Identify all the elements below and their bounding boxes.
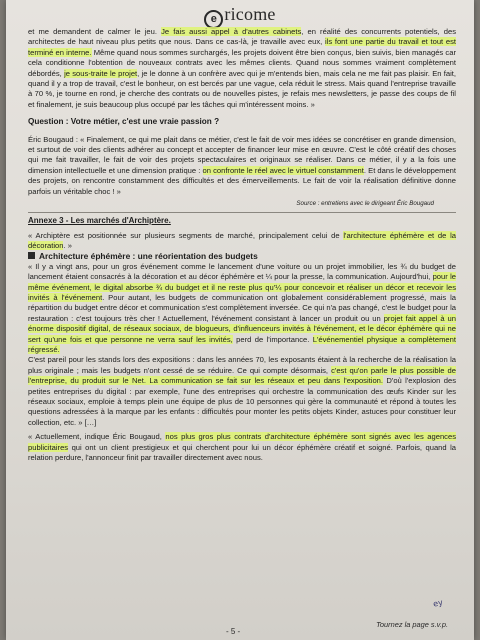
text-span: , en réalité des concurrents potentiels, des architectes de haut niveau plus petits que nous. Dans ce cas-là, je travaille avec eux, — [28, 27, 456, 47]
square-bullet-icon — [28, 252, 35, 259]
interview-answer-paragraph — [28, 27, 456, 110]
text-span: et me demandent de calmer le jeu. — [28, 27, 162, 36]
annex-intro — [28, 231, 456, 252]
text-span: « Archiptère est positionnée sur plusieurs segments de marché, principalement celui de — [28, 230, 344, 240]
document-content — [28, 27, 456, 463]
logo-mark-icon: e — [204, 10, 223, 29]
ecricome-logo — [6, 4, 474, 29]
highlighted-text: nos plus gros plus contrats d'architecture éphémère sont signés avec les agences publicitaires — [28, 432, 456, 452]
text-span: C'est pareil pour les stands lors des expositions : dans les années 70, les exposants étaient à la recherche de la réalisation la plus originale ; mais les budgets n'ont cessé de se réduire. Ce qui compte désormais, — [28, 355, 456, 375]
annex-paragraph — [28, 432, 456, 463]
text-span: Éric Bougaud : « Finalement, ce qui me plait dans ce métier, c'est le fait de voir mes idées se concrétiser en grande dimension, et surtout de voir des clients adhérer au concept et accepter de financer leur mise en œuvre. C'est le côté créatif des choses qui me fait travailler, le fait de voir des projets spectaculaires et originaux se réaliser. Dans ce métier, il y a la fois une dimension intellectuelle et une dimension pratique : — [28, 134, 456, 175]
annex-title: Annexe 3 - Les marchés d'Archiptère. — [28, 216, 171, 226]
text-span: D'où l'explosion des petites entreprises du digital : par exemple, l'une des entreprises qui orchestre la communication des œufs Kinder sur les réseaux sociaux, emploie à temps plein une équipe de plus de 10 personnes qui gère la communauté et répond à toutes les questions adressées à la marque par les enfants : difficultés pour monter les petits objets Kinder, astuces pour constituer leur collection, etc. » […] — [28, 376, 456, 427]
text-span: , je le donne à un confrère avec qui je m'entends bien, mais cela ne me fait pas plaisir. En fait, quand il y a trop de travail, c'est le bonheur, on est bercés par une vague, cela réduit le stress. Mais quand l'entreprise travaille à 70 %, je tourne en rond, je cherche des contrats ou de nouvelles pistes, je refais mes newsletters, je passe des coups de fil et finalement, je suis beaucoup plus occupé par les tâches qui m'intéressent moins. » — [28, 68, 456, 109]
annex-paragraph — [28, 262, 456, 356]
highlighted-text: pour le même événement, le digital absorbe ¾ du budget et il ne reste plus qu'¼ pour concevoir et réaliser un décor et recevoir les invités à l'événement — [28, 272, 456, 302]
text-span: . » — [63, 240, 72, 250]
text-span: « Actuellement, indique Éric Bougaud, — [28, 432, 166, 442]
highlighted-text: ils font une partie du travail et tout est terminé en interne. — [28, 37, 456, 57]
text-span: qui ont un client prestigieux et qui cherchent pour lui un décor éphémère créatif et soigné. Parfois, quand la relation perdure, l'annonceur finit par travailler directement avec nous. — [28, 442, 456, 463]
logo-text: ricome — [224, 4, 276, 24]
highlighted-text: je sous-traite le projet — [64, 68, 138, 78]
page-number: - 5 - — [226, 627, 241, 636]
text-span: Même quand nous sommes surchargés, les projets doivent être bien conçus, bien suivis, bien managés car cela conditionne l'obtention de nouveaux contrats avec les mêmes clients. Quand nous sommes vraiment complètement débordés, — [28, 47, 456, 78]
highlighted-text: on confronte le réel avec le virtuel constamment — [202, 165, 364, 175]
question-heading: Question : Votre métier, c'est une vraie passion ? — [28, 117, 220, 127]
highlighted-text: c'est qu'on parle le plus possible de l'entreprise, du produit sur le Net. La communication se fait sur les réseaux et peu dans l'exposition. — [28, 365, 456, 386]
highlighted-text: Je fais aussi appel à d'autres cabinets — [161, 27, 302, 36]
text-span: perd de l'importance. — [232, 334, 313, 344]
highlighted-text: projet fait appel à un énorme dispositif digital, de réseaux sociaux, de blogueurs, d'influenceurs invités à l'événement, et le décor éphémère qui ne sert qu'une fois et que personne ne verra sauf les invités, — [28, 313, 456, 344]
subtitle-text: Architecture éphémère : une réorientation des budgets — [39, 251, 258, 262]
text-span: « Il y a vingt ans, pour un gros événement comme le lancement d'une voiture ou un projet immobilier, les ¾ du budget de lancement étaient consacrés à la décoration et au décor éphémère et ¼ pour la presse, la communication. Aujourd'hui, — [28, 261, 456, 282]
annex-subtitle — [28, 251, 456, 261]
interview-answer-paragraph — [28, 135, 456, 197]
annex-paragraph — [28, 355, 456, 428]
highlighted-text: L'événementiel physique a complètement régressé. — [28, 334, 456, 354]
source-note: Source : entretiens avec le dirigeant Éric Bougaud — [296, 200, 434, 208]
section-divider — [28, 212, 456, 213]
text-span: . Et dans le développement des projets, on rencontre constamment des difficultés et des émerveillements. Le fait de voir la réalisation définitive donne parfois un véritable choc ! » — [28, 165, 457, 196]
handwritten-initials: ey — [432, 597, 444, 609]
text-span: . Pour autant, les budgets de communication ont globalement considérablement progressé, mais la répartition du budget entre décor et communication s'est complètement inversée. Ce qui n'a pas changé, c'est le budget pour la restauration : c'est toujours très cher ! Actuellement, l'événement consistant à lancer un produit ou un — [28, 292, 456, 323]
document-page — [6, 0, 474, 640]
highlighted-text: l'architecture éphémère et de la décoration — [28, 230, 456, 250]
turn-page-note: Tournez la page s.v.p. — [376, 620, 448, 629]
